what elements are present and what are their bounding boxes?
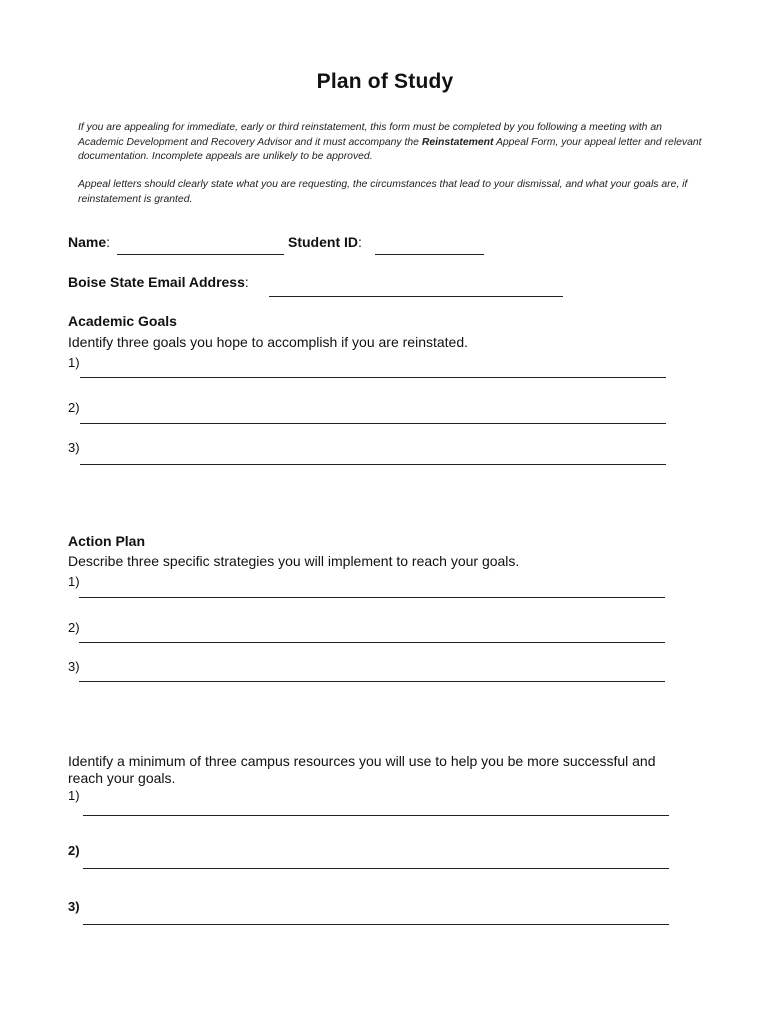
student-id-label: Student ID: bbox=[288, 234, 362, 250]
resource-2-line[interactable] bbox=[83, 868, 669, 869]
action-plan-3-number: 3) bbox=[68, 659, 80, 674]
name-label: Name: bbox=[68, 234, 111, 250]
resources-description: Identify a minimum of three campus resources you will use to help you be more successful and reach your goals. bbox=[68, 753, 656, 786]
academic-goal-1-line[interactable] bbox=[80, 377, 666, 378]
action-plan-heading: Action Plan bbox=[68, 533, 146, 549]
action-plan-1-number: 1) bbox=[68, 574, 80, 589]
name-field-line[interactable] bbox=[117, 254, 284, 255]
intro-text-end: Appeal Form, your appeal letter and relevant documentation. Incomplete appeals are unlikely to be approved. bbox=[78, 136, 702, 162]
page-title: Plan of Study bbox=[316, 70, 454, 93]
action-plan-2-number: 2) bbox=[68, 620, 80, 635]
intro-paragraph-2: Appeal letters should clearly state what you are requesting, the circumstances that lead to your dismissal, and what your goals are, if reinstatement is granted. bbox=[78, 179, 688, 205]
intro-paragraph-1 bbox=[78, 121, 703, 165]
student-id-field-line[interactable] bbox=[375, 254, 484, 255]
email-label: Boise State Email Address: bbox=[68, 274, 249, 290]
intro-text-start: If you are appealing for immediate, early or third reinstatement, this form must be completed by you following a meeting with an Academic Development and Recovery Advisor and it must accompany the bbox=[78, 122, 662, 148]
resource-1-number: 1) bbox=[68, 788, 80, 803]
action-plan-3-line[interactable] bbox=[79, 681, 665, 682]
academic-goal-1-number: 1) bbox=[68, 355, 80, 370]
academic-goal-3-line[interactable] bbox=[80, 464, 666, 465]
academic-goal-3-number: 3) bbox=[68, 440, 80, 455]
resource-3-number: 3) bbox=[68, 899, 80, 914]
resource-3-line[interactable] bbox=[83, 924, 669, 925]
action-plan-description: Describe three specific strategies you will implement to reach your goals. bbox=[68, 553, 520, 569]
academic-goal-2-number: 2) bbox=[68, 400, 80, 415]
email-field-line[interactable] bbox=[269, 296, 563, 297]
action-plan-1-line[interactable] bbox=[79, 597, 665, 598]
academic-goals-heading: Academic Goals bbox=[68, 313, 177, 329]
intro-bold-text: Reinstatement bbox=[421, 136, 494, 148]
resource-2-number: 2) bbox=[68, 843, 80, 858]
academic-goals-description: Identify three goals you hope to accomplish if you are reinstated. bbox=[68, 334, 469, 350]
action-plan-2-line[interactable] bbox=[79, 642, 665, 643]
academic-goal-2-line[interactable] bbox=[80, 423, 666, 424]
resource-1-line[interactable] bbox=[83, 815, 669, 816]
